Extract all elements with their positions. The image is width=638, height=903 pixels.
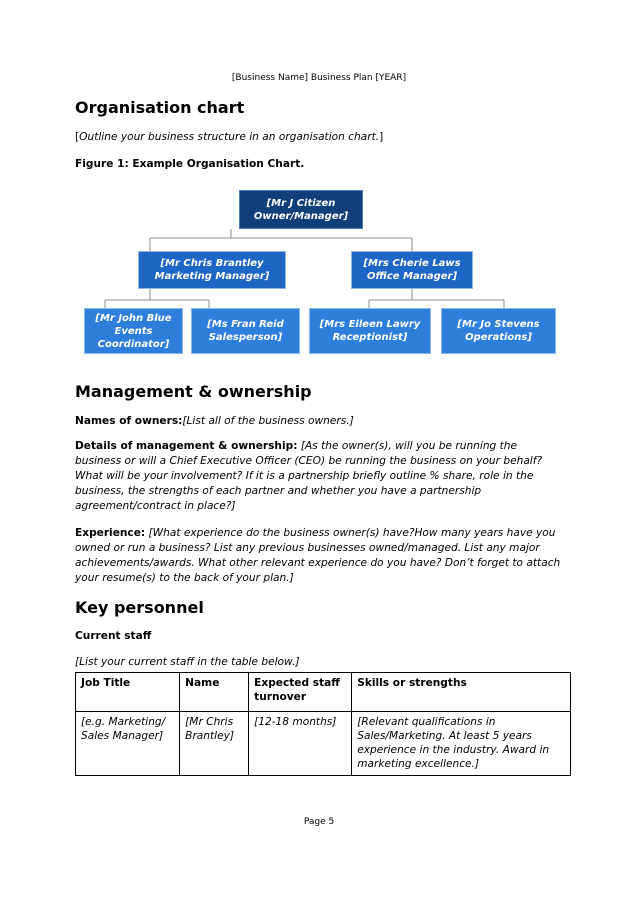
organisation-chart — [75, 188, 565, 370]
org-section-intro: [Outline your business structure in an organisation chart.] — [75, 131, 384, 143]
column-header: Skills or strengths — [352, 673, 571, 712]
current-staff-subheading: Current staff — [75, 630, 152, 642]
page-footer: Page 5 — [303, 817, 335, 827]
key-personnel-heading: Key personnel — [75, 598, 204, 617]
table-cell: [12-18 months] — [249, 712, 352, 776]
details-paragraph: Details of management & ownership: [As the owner(s), will you be running the business or will a Chief Executive Officer (CEO) be running the business on your behalf? What will be your involvement? If it is a partnership briefly outline % share, role in the business, the strengths of each partner and whether you have a partnership agreement/contract in place?] — [75, 440, 543, 512]
org-box-salesperson: [Ms Fran Reid Salesperson] — [191, 308, 300, 354]
owners-paragraph: Names of owners:[List all of the business owners.] — [75, 415, 354, 427]
org-box-owner-manager: [Mr J Citizen Owner/Manager] — [239, 190, 363, 229]
org-section-heading: Organisation chart — [75, 98, 245, 117]
table-cell: [Mr Chris Brantley] — [180, 712, 249, 776]
table-row — [76, 712, 571, 776]
column-header: Job Title — [76, 673, 180, 712]
management-heading: Management & ownership — [75, 382, 312, 401]
org-box-marketing-manager: [Mr Chris Brantley Marketing Manager] — [138, 251, 286, 289]
org-box-receptionist: [Mrs Eileen Lawry Receptionist] — [309, 308, 431, 354]
page-header: [Business Name] Business Plan [YEAR] — [231, 73, 407, 83]
table-header-row — [76, 673, 571, 712]
table-cell: [e.g. Marketing/ Sales Manager] — [76, 712, 180, 776]
figure-title: Figure 1: Example Organisation Chart. — [75, 158, 305, 170]
table-cell: [Relevant qualifications in Sales/Marketing. At least 5 years experience in the industry. Award in marketing excellence.] — [352, 712, 571, 776]
column-header: Expected staff turnover — [249, 673, 352, 712]
staff-table-intro: [List your current staff in the table below.] — [75, 656, 300, 668]
org-box-operations: [Mr Jo Stevens Operations] — [441, 308, 556, 354]
page-content — [75, 98, 565, 776]
staff-table — [75, 672, 571, 776]
org-box-events-coordinator: [Mr John Blue Events Coordinator] — [84, 308, 183, 354]
org-box-office-manager: [Mrs Cherie Laws Office Manager] — [351, 251, 473, 289]
column-header: Name — [180, 673, 249, 712]
experience-paragraph: Experience: [What experience do the business owner(s) have?How many years have you owned or run a business? List any previous businesses owned/managed. List any major achievements/awards. What other relevant experience do you have? Don’t forget to attach your resume(s) to the back of your plan.] — [75, 527, 561, 584]
